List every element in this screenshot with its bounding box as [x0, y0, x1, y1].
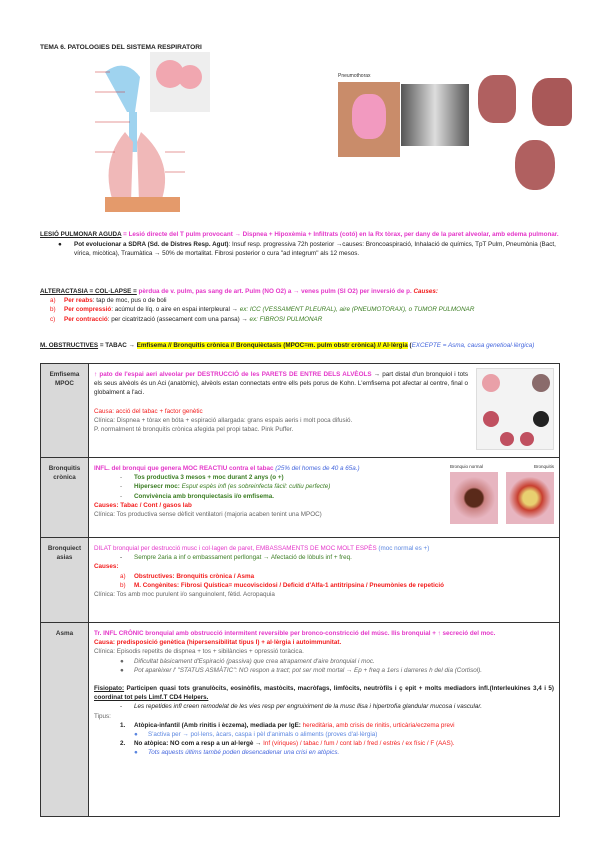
- obstructives-section: [40, 341, 562, 350]
- bullet-icon: ●: [120, 666, 124, 674]
- text-paragraph: [74, 241, 556, 257]
- text-segment: Pot evolucionar a SDRA (Sd. de Distres Resp. Agut): [74, 241, 229, 249]
- text-paragraph: [134, 658, 375, 665]
- list-marker: c): [50, 315, 56, 323]
- text-paragraph: [134, 554, 352, 561]
- text-segment: LESIÓ PULMONAR AGUDA: [40, 231, 122, 238]
- text-paragraph: [94, 684, 554, 702]
- table-row-bronquiectasis: [41, 538, 560, 623]
- text-segment: M. Congènites: Fibrosi Quística= mucoviscidosi / Deficid d'Alfa-1 antitripsina / Pneumònies de repetició: [134, 581, 444, 589]
- bullet-icon: -: [120, 492, 123, 500]
- respiratory-anatomy-figure: [95, 52, 255, 212]
- list-marker: a): [50, 297, 56, 305]
- table-row-emfisema: [41, 364, 560, 458]
- row-content: Tr. INFL CRÒNIC bronquial amb obstrucció intermitent reversible per bronco-constricció del músc. llis bronquial + ↑ secreció del moc. Causa: predisposició genètica (hipersensibilitat tipus I) + al·lèrgia i autoimmunitat. Clínica: Episodis repetits de dispnea + tos + sibilàncies + opressió toràcica. ● Dificultat bàsicament d'Espiració (passiva) que crea atrapament d'aire bronquial i moc. ● Pot aparèixer l' "STATUS ASMÀTIC": NO respon a tract; pot ser molt mortal → Ep + freq a 1ers i darreres h del dia (Cortisol). Fisiopato: Participen quasi tots granulòcits, eosinòfils, mastòcits, macròfags, limfòcits, neutròfils i ç epit + molts mediadors infl.(Interleukines 3,4 i 5) coordinat tot pels Limf.T CD4 Helpers. - Les repetides infl creen remodelat de les vies resp per engruiximent de la musc llisa i hipertrofia glandular mucosa i vascular. Tipus: 1. Atòpica-infantil (Amb rinitis i èczema), mediada per IgE: hereditària, amb crisis de rinitis, urticària/eczema previ ● S'activa per → pol·lens, àcars, caspa i pèl d'animals o aliments (proves d'al·lèrgia) 2. No atòpica: NO com a resp a un al·lergè → Inf (víriques) / tabac / fum / cont lab / fred / estrès / ex físic / F (AAS). ● Tots aquests últims també poden desencadenar una crisi en atòpics.: [89, 623, 560, 817]
- row-content: [89, 458, 560, 538]
- chest-xray-figure: [401, 84, 469, 146]
- text-segment: : acúmul de líq. o aire en espai interpleural →: [111, 306, 240, 314]
- text-segment: M. OBSTRUCTIVES: [40, 342, 99, 349]
- text-segment: Inf (víriques) / tabac / fum / cont lab / fred / estrès / ex físic / F (AAS).: [263, 740, 455, 748]
- atelectasia-causes-list: [40, 296, 562, 324]
- list-item: [94, 482, 554, 491]
- text-segment: = TABAC →: [98, 342, 137, 349]
- text-paragraph: [134, 722, 455, 729]
- text-segment: ↑ pato de l'espai aeri alveolar per DESTRUCCIÓ de les PARETS DE ENTRE DELS ALVÈOLS: [94, 371, 372, 378]
- list-item: [94, 666, 554, 675]
- text-segment: Les repetides infl creen remodelat de les vies resp per engruiximent de la musc llisa i hipertrofia glandular mucosa i vascular.: [134, 703, 483, 711]
- row-content: [89, 364, 560, 458]
- text-segment: Dificultat bàsicament d'Espiració (passiva) que crea atrapament d'aire bronquial i moc.: [134, 657, 375, 665]
- text-paragraph: [64, 316, 322, 323]
- text-paragraph: [64, 306, 474, 313]
- text-segment: Esput espès infl (es sobreinfecta fàcil: cultiu perfecte): [181, 483, 331, 491]
- row-label: Bronquitis crònica: [41, 458, 89, 538]
- text-paragraph: [94, 638, 554, 647]
- atelectasia-definition: [40, 287, 562, 296]
- lesio-definition: [40, 230, 562, 239]
- text-segment: Clínica: Tos amb moc purulent i/o sanguinolent, fètid. Acropaquia: [94, 591, 275, 599]
- text-segment: Clínica: Episodis repetits de dispnea + tos + sibilàncies + opressió toràcica.: [94, 648, 304, 656]
- text-segment: coordinat tot pels Limf.T CD4 Helpers.: [94, 694, 209, 702]
- list-item: [94, 657, 554, 666]
- table-row-bronquitis: [41, 458, 560, 538]
- text-segment: Per compressió: [64, 306, 112, 314]
- tipus-label: Tipus:: [94, 712, 111, 720]
- text-segment: Pot aparèixer l' "STATUS ASMÀTIC": NO respon a tract; pot ser molt mortal → Ep + freq a 1ers i darreres h del dia (Cortisol).: [134, 666, 482, 674]
- text-segment: Tots aquests últims també poden desencadenar una crisi en atòpics.: [148, 749, 340, 757]
- obstructives-definition: [40, 341, 562, 350]
- list-item: [94, 572, 554, 581]
- bullet-icon: ●: [120, 657, 124, 665]
- list-item: [40, 296, 562, 305]
- collapsed-lung-figure-1: [478, 75, 516, 123]
- row-label: Emfisema MPOC: [41, 364, 89, 458]
- text-paragraph: [134, 483, 330, 490]
- chest-figure-label: Pneumothorax: [338, 73, 371, 79]
- text-paragraph: [134, 493, 274, 500]
- text-segment: pèrdua de v. pulm, pas sang de art. Pulm (NO O2) a → venes pulm (SI O2) per inversió de p.: [136, 288, 414, 295]
- text-segment: Fisiopato:: [94, 685, 125, 693]
- text-segment: ex: ICC (VESSAMENT PLEURAL), aire (PNEUMOTORAX), o TUMOR PULMONAR: [239, 306, 475, 314]
- bullet-icon: -: [120, 474, 123, 482]
- text-paragraph: [64, 297, 167, 304]
- lesio-bullet: ● Pot evolucionar a SDRA (Sd. de Distres Resp. Agut): Insuf resp. progressiva 72h posterior →causes: Broncoaspiració, Inhalació de químics, TpT Pulm, Pneumònia (Bact, vírica, micòtica), Traumàtica → 50% de mortalitat. Fibrosi posterior o cura "ad integrum" als 12 mesos.: [58, 241, 556, 258]
- text-segment: Causa: acció del tabac + factor genètic: [94, 407, 203, 415]
- figure-caption: Bronquio normal: [450, 464, 484, 469]
- text-paragraph: [94, 647, 554, 656]
- text-segment: Emfisema // Bronquitis crònica // Bronquièctasis (MPOC=m. pulm obstr crònica) // Al·lèrgia: [136, 342, 408, 349]
- text-segment: : tap de moc, pus o de boli: [92, 297, 167, 305]
- text-segment: Per contracció: [64, 315, 108, 323]
- obstructive-diseases-table: [40, 363, 560, 817]
- emphysema-progression-figure: [476, 368, 554, 450]
- text-paragraph: [134, 474, 284, 481]
- torso-lung-figure: [338, 82, 400, 157]
- text-paragraph: [94, 629, 554, 638]
- text-paragraph: [94, 590, 554, 599]
- bullet-list: [94, 657, 554, 675]
- text-paragraph: [148, 749, 339, 756]
- text-paragraph: [148, 731, 377, 738]
- collapsed-lung-figure-2: [532, 78, 572, 126]
- text-segment: Clínica: Dispnea + tòrax en bóta + espiració allargada: grans espais aeris i molt poca difusió.: [94, 416, 353, 424]
- list-item: [94, 581, 554, 590]
- text-segment: Obstructives: Bronquitis crònica / Asma: [134, 572, 255, 580]
- text-segment: Sempre 2aria a inf o embassament perllongat → Afectació de lòbuls inf + freq.: [134, 554, 352, 562]
- text-segment: Atòpica-infantil (Amb rinitis i èczema), mediada per IgE:: [134, 721, 303, 729]
- table-row-asma: [41, 623, 560, 817]
- text-segment: (25% del homes de 40 a 65a.): [275, 465, 360, 472]
- list-item: [94, 492, 554, 501]
- text-paragraph: [134, 667, 482, 674]
- text-segment: S'activa per → pol·lens, àcars, caspa i pèl d'animals o aliments (proves d'al·lèrgia): [148, 731, 378, 739]
- text-segment: EXCEPTE = Asma, causa genetioal·lèrgica): [411, 342, 535, 349]
- page-title: TEMA 6. PATOLOGIES DEL SISTEMA RESPIRATORI: [40, 44, 202, 51]
- text-segment: Tr. INFL CRÒNIC bronquial amb obstrucció intermitent reversible per bronco-constricció del músc. llis bronquial + ↑ secreció del moc.: [94, 630, 496, 637]
- text-segment: INFL. del bronqui que genera MOC REACTIU contra el tabac: [94, 465, 276, 472]
- text-segment: DILAT bronquial per destrucció musc i col·lagen de paret, EMBASSAMENTS DE MOC MOLT ESPÈS: [94, 545, 379, 552]
- text-segment: Causa: predisposició genètica (hipersensibilitat tipus I) + al·lèrgia i autoimmunitat.: [94, 639, 342, 647]
- text-segment: Clínica: Tos productiva sense dèficit ventilatori (majoria acaben tenint una MPOC): [94, 511, 322, 519]
- text-segment: No atòpica: NO com a resp a un al·lergè →: [134, 740, 264, 748]
- list-item: [94, 473, 554, 482]
- list-item: [40, 315, 562, 324]
- text-paragraph: [134, 703, 482, 710]
- collapsed-lung-figure-3: [515, 140, 555, 190]
- text-segment: Hipersecr moc:: [134, 483, 182, 491]
- text-segment: Per reabs: [64, 297, 93, 305]
- list-item: [40, 305, 562, 314]
- text-segment: Convivència amb bronquiectasis i/o emfisema.: [134, 492, 274, 500]
- text-segment: Tos productiva 3 mesos + moc durant 2 anys (o +): [134, 474, 284, 482]
- text-segment: : Insuf resp. progressiva 72h posterior →causes: Broncoaspiració, Inhalació de químics, TpT Pulm, Pneumònia (Bact, vírica, micòtica), Traumàtica → 50% de mortalitat. Fibrosi posterior o cura "ad integrum" als 12 mesos.: [74, 241, 556, 258]
- lesio-pulmonar-section: [40, 230, 562, 259]
- text-segment: (moc normal es +): [378, 545, 430, 552]
- text-segment: Participen quasi tots granulòcits, eosinòfils, mastòcits, macròfags, limfòcits, neutròfils i ç epit + molts mediadors infl.(Interleukines 3,4 i 5): [124, 685, 554, 693]
- row-label: Asma: [41, 623, 89, 817]
- bullet-list: [94, 473, 554, 501]
- text-paragraph: [94, 544, 554, 553]
- figure-caption: Bronquitis: [533, 464, 554, 469]
- text-segment: hereditària, amb crisis de rinitis, urticària/eczema previ: [302, 721, 455, 729]
- text-segment: ALTERACTASIA = COL·LAPSE =: [40, 288, 137, 295]
- text-segment: = Lesió directe del T pulm provocant → Dispnea + Hipoxèmia + Infiltrats (cotó) en la Rx tòrax, per dany de la paret alveolar, amb edema pulmonar.: [121, 231, 559, 238]
- row-label: Bronquiect asias: [41, 538, 89, 623]
- text-segment: → part distal d'un bronquiol i tots els seus alvèols és un Aci (anatòmic), alvèols estan connectats entre ells pels porus de Kohn. L'emfisema pot afectar al centre, final o globalment a l'aci.: [94, 371, 468, 397]
- causes-label: Causes:: [94, 563, 119, 571]
- atelectasia-section: [40, 287, 562, 324]
- text-paragraph: [134, 582, 444, 589]
- row-content: DILAT bronquial per destrucció musc i col·lagen de paret, EMBASSAMENTS DE MOC MOLT ESPÈS (moc normal es +) - Sempre 2aria a inf o embassament perllongat → Afectació de lòbuls inf + freq. Causes: a) Obstructives: Bronquitis crònica / Asma b) M. Congènites: Fibrosi Quística= mucoviscidosi / Deficid d'Alfa-1 antitripsina / Pneumònies de repetició Clínica: Tos amb moc purulent i/o sanguinolent, fètid. Acropaquia: [89, 538, 560, 623]
- list-marker: b): [120, 581, 126, 589]
- text-segment: Causes: Tabac / Cont / gasos lab: [94, 501, 192, 509]
- list-marker: b): [50, 306, 56, 314]
- text-segment: ex: FIBROSI PULMONAR: [249, 315, 323, 323]
- text-segment: : per cicatrització (assecament com una pansa) →: [107, 315, 250, 323]
- list-marker: a): [120, 572, 126, 580]
- text-paragraph: [134, 573, 254, 580]
- text-segment: P. normalment té bronquitis crònica afegida pel propi tabac. Pink Puffer.: [94, 426, 294, 434]
- bullet-icon: -: [120, 483, 123, 491]
- text-segment: (: [407, 342, 412, 349]
- text-segment: Causes:: [413, 288, 438, 295]
- text-paragraph: [134, 740, 455, 747]
